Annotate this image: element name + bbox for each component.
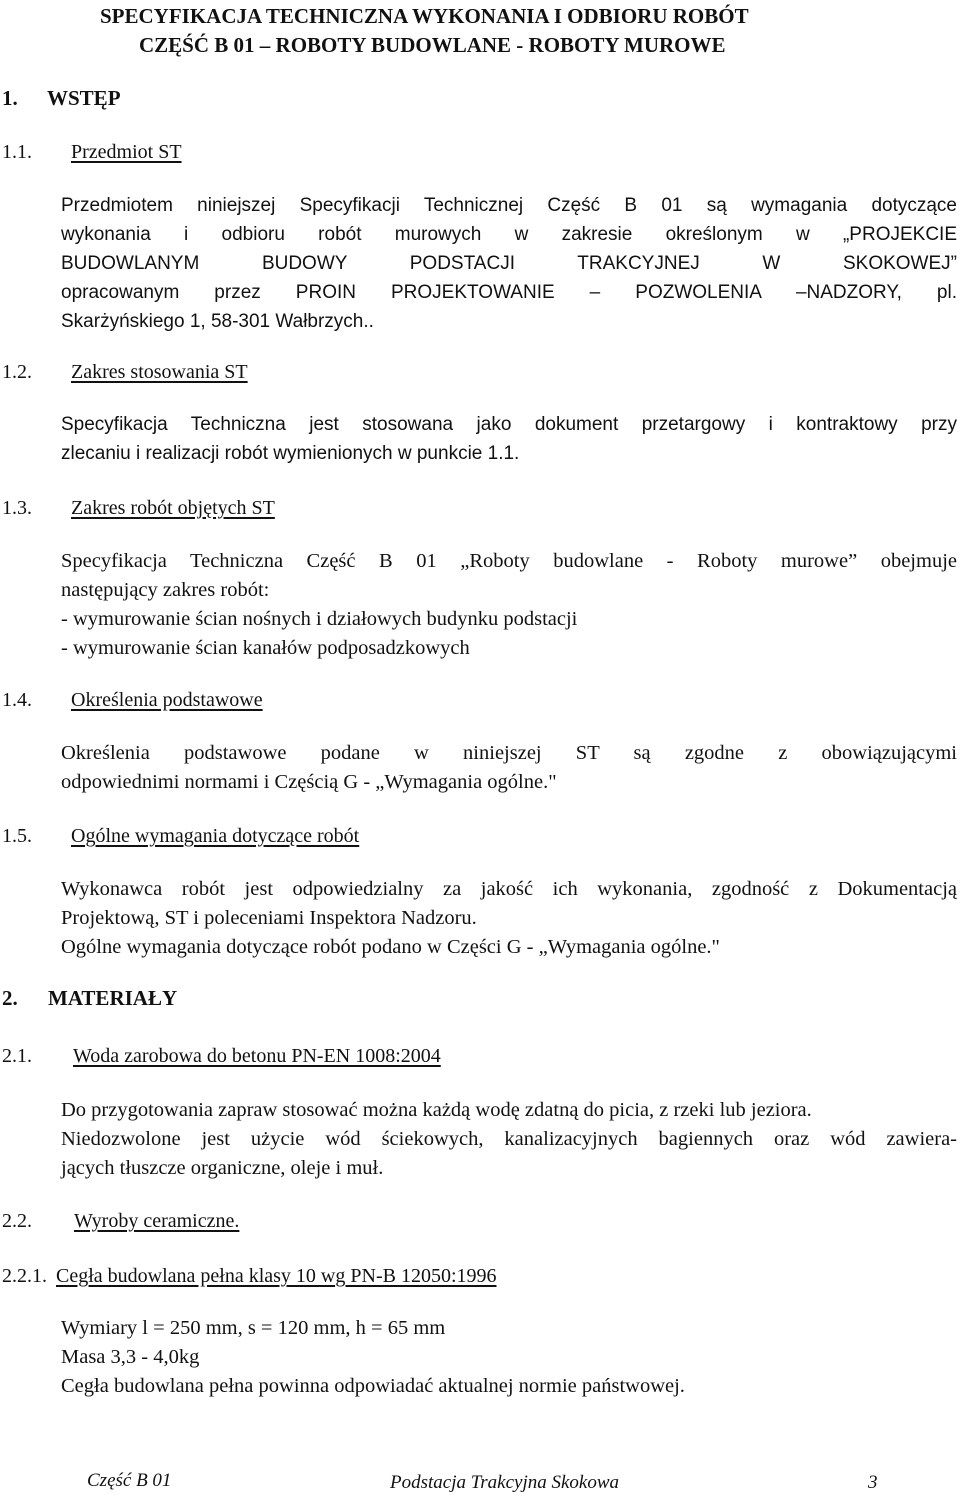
subsection-1-3-title: Zakres robót objętych ST: [71, 497, 275, 519]
subsection-1-4-number: 1.4.: [2, 689, 32, 711]
footer-part-label: Część B 01: [87, 1470, 172, 1491]
subsection-2-2-1-title: Cegła budowlana pełna klasy 10 wg PN-B 12050:1996: [56, 1265, 497, 1287]
body-line: jących tłuszcze organiczne, oleje i muł.: [61, 1157, 384, 1179]
section-2-title: MATERIAŁY: [48, 986, 178, 1010]
body-line: Cegła budowlana pełna powinna odpowiadać aktualnej normie państwowej.: [61, 1375, 685, 1397]
subsection-1-2-number: 1.2.: [2, 361, 32, 383]
subsection-1-5-title: Ogólne wymagania dotyczące robót: [71, 825, 360, 847]
body-line: Niedozwolone jest użycie wód ściekowych, kanalizacyjnych bagiennych oraz wód zawiera-: [61, 1128, 957, 1150]
subsection-1-3-body: [61, 547, 957, 663]
document-title-line1: SPECYFIKACJA TECHNICZNA WYKONANIA I ODBIORU ROBÓT: [100, 4, 749, 28]
section-1-number: 1.: [2, 86, 18, 110]
subsection-2-1-body: [61, 1096, 957, 1183]
body-line: - wymurowanie ścian nośnych i działowych budynku podstacji: [61, 608, 578, 630]
body-line: BUDOWLANYM BUDOWY PODSTACJI TRAKCYJNEJ W SKOKOWEJ”: [61, 253, 957, 274]
section-2-number: 2.: [2, 986, 18, 1010]
subsection-1-2-body: [61, 410, 957, 468]
subsection-1-1-title: Przedmiot ST: [71, 141, 182, 163]
body-line: Skarżyńskiego 1, 58-301 Wałbrzych..: [61, 311, 374, 332]
subsection-1-4-title: Określenia podstawowe: [71, 689, 263, 711]
subsection-1-3-number: 1.3.: [2, 497, 32, 519]
body-line: opracowanym przez PROIN PROJEKTOWANIE – POZWOLENIA –NADZORY, pl.: [61, 282, 957, 303]
subsection-2-2-title: Wyroby ceramiczne.: [74, 1210, 240, 1232]
body-line: Przedmiotem niniejszej Specyfikacji Technicznej Część B 01 są wymagania dotyczące: [61, 195, 957, 216]
subsection-2-2-number: 2.2.: [2, 1210, 32, 1232]
subsection-2-1-title: Woda zarobowa do betonu PN-EN 1008:2004: [73, 1045, 441, 1067]
subsection-1-2-title: Zakres stosowania ST: [71, 361, 248, 383]
body-line: Określenia podstawowe podane w niniejszej ST są zgodne z obowiązującymi: [61, 742, 957, 764]
document-title-line2: CZĘŚĆ B 01 – ROBOTY BUDOWLANE - ROBOTY MUROWE: [139, 33, 726, 57]
body-line: Wymiary l = 250 mm, s = 120 mm, h = 65 mm: [61, 1317, 446, 1339]
body-line: następujący zakres robót:: [61, 579, 270, 601]
subsection-1-1-number: 1.1.: [2, 141, 32, 163]
subsection-2-2-1-number: 2.2.1.: [2, 1265, 47, 1287]
subsection-2-2-1-body: [61, 1314, 957, 1401]
body-line: Masa 3,3 - 4,0kg: [61, 1346, 200, 1368]
body-line: odpowiednimi normami i Częścią G - „Wymagania ogólne.": [61, 771, 557, 793]
body-line: wykonania i odbioru robót murowych w zakresie określonym w „PROJEKCIE: [61, 224, 957, 245]
body-line: Ogólne wymagania dotyczące robót podano w Części G - „Wymagania ogólne.": [61, 936, 720, 958]
body-line: Wykonawca robót jest odpowiedzialny za jakość ich wykonania, zgodność z Dokumentacją: [61, 878, 957, 900]
body-line: zlecaniu i realizacji robót wymienionych w punkcie 1.1.: [61, 443, 520, 464]
body-line: Specyfikacja Techniczna Część B 01 „Roboty budowlane - Roboty murowe” obejmuje: [61, 550, 957, 572]
section-1-title: WSTĘP: [47, 86, 121, 110]
subsection-1-4-body: [61, 739, 957, 797]
body-line: - wymurowanie ścian kanałów podposadzkowych: [61, 637, 470, 659]
body-line: Projektową, ST i poleceniami Inspektora Nadzoru.: [61, 907, 477, 929]
subsection-1-5-number: 1.5.: [2, 825, 32, 847]
footer-page-number: 3: [868, 1472, 878, 1493]
subsection-1-5-body: [61, 875, 957, 962]
body-line: Specyfikacja Techniczna jest stosowana jako dokument przetargowy i kontraktowy przy: [61, 414, 957, 435]
footer-project-name: Podstacja Trakcyjna Skokowa: [390, 1472, 620, 1493]
subsection-2-1-number: 2.1.: [2, 1045, 32, 1067]
body-line: Do przygotowania zapraw stosować można każdą wodę zdatną do picia, z rzeki lub jeziora.: [61, 1099, 812, 1121]
subsection-1-1-body: [61, 191, 957, 336]
